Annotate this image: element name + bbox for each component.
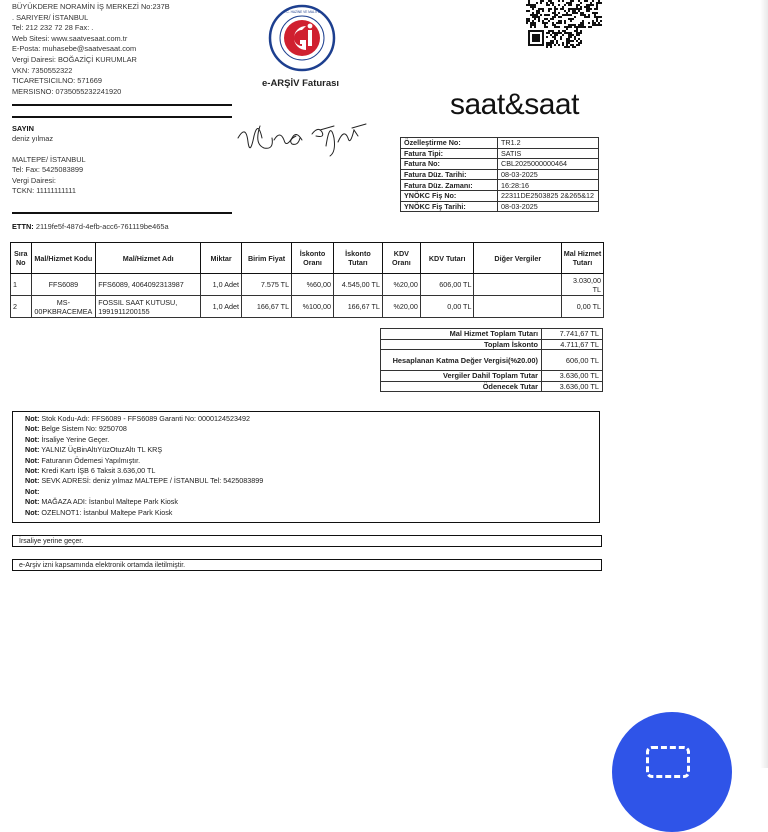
qr-code xyxy=(526,0,602,48)
meta-value: 16:28:16 xyxy=(498,180,599,191)
note-label: Not: xyxy=(25,424,40,434)
buyer-phone: Tel: Fax: 5425083899 xyxy=(12,165,84,175)
meta-key: YNÖKC Fiş Tarihi: xyxy=(401,201,498,212)
column-header: KDV Oranı xyxy=(382,243,420,274)
totals-value: 3.636,00 TL xyxy=(542,371,603,382)
column-header: İskonto Oranı xyxy=(292,243,334,274)
seller-line: E-Posta: muhasebe@saatvesaat.com xyxy=(12,44,137,54)
note-text: OZELNOT1: İstanbul Maltepe Park Kiosk xyxy=(41,507,173,517)
table-cell: 3.030,00 TL xyxy=(562,274,604,296)
earsiv-note: e-Arşiv izni kapsamında elektronik ortamda iletilmiştir. xyxy=(12,559,602,571)
meta-key: Özelleştirme No: xyxy=(401,138,498,149)
totals-key: Mal Hizmet Toplam Tutarı xyxy=(381,329,542,340)
column-header: Mal/Hizmet Adı xyxy=(96,243,201,274)
meta-value: 08-03-2025 xyxy=(498,169,599,180)
signature xyxy=(234,116,374,166)
table-cell: 606,00 TL xyxy=(420,274,474,296)
column-header: Mal Hizmet Tutarı xyxy=(562,243,604,274)
note-label: Not: xyxy=(25,476,40,486)
seller-info xyxy=(12,2,170,97)
gib-logo xyxy=(268,4,336,72)
table-cell: 4.545,00 TL xyxy=(333,274,382,296)
note-label: Not: xyxy=(25,507,40,517)
buyer-tckn: TCKN: 11111111111 xyxy=(12,186,76,196)
totals-table xyxy=(380,328,603,392)
note-line xyxy=(25,456,599,466)
totals-key: Toplam İskonto xyxy=(381,339,542,350)
totals-row xyxy=(381,371,603,382)
ettn-value: 2119fe5f-487d-4efb-acc6-761119be465a xyxy=(35,222,169,231)
column-header: Diğer Vergiler xyxy=(474,243,562,274)
meta-row xyxy=(401,190,599,201)
table-cell: MS-00PKBRACEMEA xyxy=(31,296,96,318)
note-label: Not: xyxy=(25,455,40,465)
note-label: Not: xyxy=(25,466,40,476)
totals-row xyxy=(381,350,603,371)
table-cell: 0,00 TL xyxy=(562,296,604,318)
page-edge xyxy=(760,0,768,768)
column-header: Miktar xyxy=(201,243,242,274)
table-cell: %60,00 xyxy=(292,274,334,296)
note-line xyxy=(25,476,599,486)
divider xyxy=(12,116,232,118)
table-cell: 2 xyxy=(11,296,32,318)
note-line xyxy=(25,435,599,445)
totals-value: 7.741,67 TL xyxy=(542,329,603,340)
buyer-info xyxy=(12,124,86,196)
meta-row xyxy=(401,169,599,180)
totals-row xyxy=(381,329,603,340)
note-text: YALNIZ ÜçBinAltıYüzOtuzAltı TL KRŞ xyxy=(41,445,163,455)
column-header: Birim Fiyat xyxy=(242,243,292,274)
meta-value: TR1.2 xyxy=(498,138,599,149)
buyer-label: SAYIN xyxy=(12,124,34,133)
note-line xyxy=(25,508,599,518)
note-label: Not: xyxy=(25,445,40,455)
table-cell: FFS6089, 4064092313987 xyxy=(96,274,201,296)
note-text: Kredi Kartı İŞB 6 Taksit 3.636,00 TL xyxy=(41,466,156,476)
notes-box xyxy=(12,411,600,523)
scan-button[interactable] xyxy=(612,712,732,832)
note-text: SEVK ADRESİ: deniz yılmaz MALTEPE / İSTANBUL Tel: 5425083899 xyxy=(41,476,264,486)
table-cell: FFS6089 xyxy=(31,274,96,296)
table-cell: %100,00 xyxy=(292,296,334,318)
note-text: Faturanın Ödemesi Yapılmıştır. xyxy=(41,455,141,465)
note-line xyxy=(25,414,599,424)
meta-value: 08-03-2025 xyxy=(498,201,599,212)
seller-line: BÜYÜKDERE NORAMİN İŞ MERKEZİ No:237B xyxy=(12,2,170,11)
table-cell: %20,00 xyxy=(382,296,420,318)
ettn xyxy=(12,222,169,231)
table-cell: 166,67 TL xyxy=(242,296,292,318)
meta-row xyxy=(401,201,599,212)
totals-key: Vergiler Dahil Toplam Tutar xyxy=(381,371,542,382)
totals-row xyxy=(381,381,603,392)
column-header: Mal/Hizmet Kodu xyxy=(31,243,96,274)
note-line xyxy=(25,487,599,497)
meta-key: Fatura Düz. Zamanı: xyxy=(401,180,498,191)
totals-row xyxy=(381,339,603,350)
table-cell: 1,0 Adet xyxy=(201,296,242,318)
items-table xyxy=(10,242,604,318)
table-cell: 1 xyxy=(11,274,32,296)
note-label: Not: xyxy=(25,414,40,423)
table-cell: 166,67 TL xyxy=(333,296,382,318)
meta-value: CBL2025000000464 xyxy=(498,159,599,170)
meta-row xyxy=(401,138,599,149)
seller-line: Tel: 212 232 72 28 Fax: . xyxy=(12,23,94,33)
note-label: Not: xyxy=(25,486,40,496)
meta-key: Fatura Tipi: xyxy=(401,148,498,159)
column-header: İskonto Tutarı xyxy=(333,243,382,274)
totals-value: 3.636,00 TL xyxy=(542,381,603,392)
seller-line: MERSISNO: 0735055232241920 xyxy=(12,86,122,96)
meta-key: Fatura No: xyxy=(401,159,498,170)
table-row xyxy=(11,296,604,318)
buyer-name: deniz yılmaz xyxy=(12,134,54,144)
meta-value: SATIS xyxy=(498,148,599,159)
table-cell: 7.575 TL xyxy=(242,274,292,296)
totals-value: 606,00 TL xyxy=(542,350,603,371)
seller-line: TICARETSICILNO: 571669 xyxy=(12,76,102,86)
divider xyxy=(12,104,232,106)
buyer-address: MALTEPE/ İSTANBUL xyxy=(12,154,86,164)
note-label: Not: xyxy=(25,497,40,507)
meta-key: YNÖKC Fiş No: xyxy=(401,190,498,201)
column-header: Sıra No xyxy=(11,243,32,274)
ettn-label: ETTN: xyxy=(12,222,34,231)
column-header: KDV Tutarı xyxy=(420,243,474,274)
divider xyxy=(12,212,232,214)
meta-value: 22311DE2503825 2&265&12 xyxy=(498,190,599,201)
note-line xyxy=(25,497,599,507)
table-cell: 0,00 TL xyxy=(420,296,474,318)
note-text: İrsaliye Yerine Geçer. xyxy=(41,434,110,444)
meta-row xyxy=(401,159,599,170)
note-line xyxy=(25,466,599,476)
seller-line: Web Sitesi: www.saatvesaat.com.tr xyxy=(12,33,128,43)
note-text: Belge Sistem No: 9250708 xyxy=(41,424,127,434)
table-cell: FOSSIL SAAT KUTUSU, 1991911200155 xyxy=(96,296,201,318)
meta-key: Fatura Düz. Tarihi: xyxy=(401,169,498,180)
irsaliye-note: İrsaliye yerine geçer. xyxy=(12,535,602,547)
note-line xyxy=(25,424,599,434)
note-text: MAĞAZA ADI: İstanbul Maltepe Park Kiosk xyxy=(41,497,178,507)
brand-logo: saat&saat xyxy=(450,88,579,121)
meta-row xyxy=(401,148,599,159)
totals-value: 4.711,67 TL xyxy=(542,339,603,350)
note-text: Stok Kodu-Adı: FFS6089 - FFS6089 Garanti No: 0000124523492 xyxy=(41,414,250,423)
invoice-meta-table xyxy=(400,137,599,212)
svg-text:T.C. HAZİNE VE MALİYE: T.C. HAZİNE VE MALİYE xyxy=(284,10,320,14)
table-cell: %20,00 xyxy=(382,274,420,296)
document-title: e-ARŞİV Faturası xyxy=(262,78,340,89)
table-cell xyxy=(474,274,562,296)
totals-key: Ödenecek Tutar xyxy=(381,381,542,392)
totals-key: Hesaplanan Katma Değer Vergisi(%20.00) xyxy=(381,350,542,371)
meta-row xyxy=(401,180,599,191)
seller-line: Vergi Dairesi: BOĞAZİÇİ KURUMLAR xyxy=(12,54,137,64)
seller-line: VKN: 7350552322 xyxy=(12,65,73,75)
table-cell: 1,0 Adet xyxy=(201,274,242,296)
scan-icon xyxy=(646,746,690,778)
table-row xyxy=(11,274,604,296)
seller-line: . SARIYER/ İSTANBUL xyxy=(12,12,89,22)
note-label: Not: xyxy=(25,434,40,444)
note-line xyxy=(25,445,599,455)
table-cell xyxy=(474,296,562,318)
buyer-tax-office: Vergi Dairesi: xyxy=(12,175,56,185)
